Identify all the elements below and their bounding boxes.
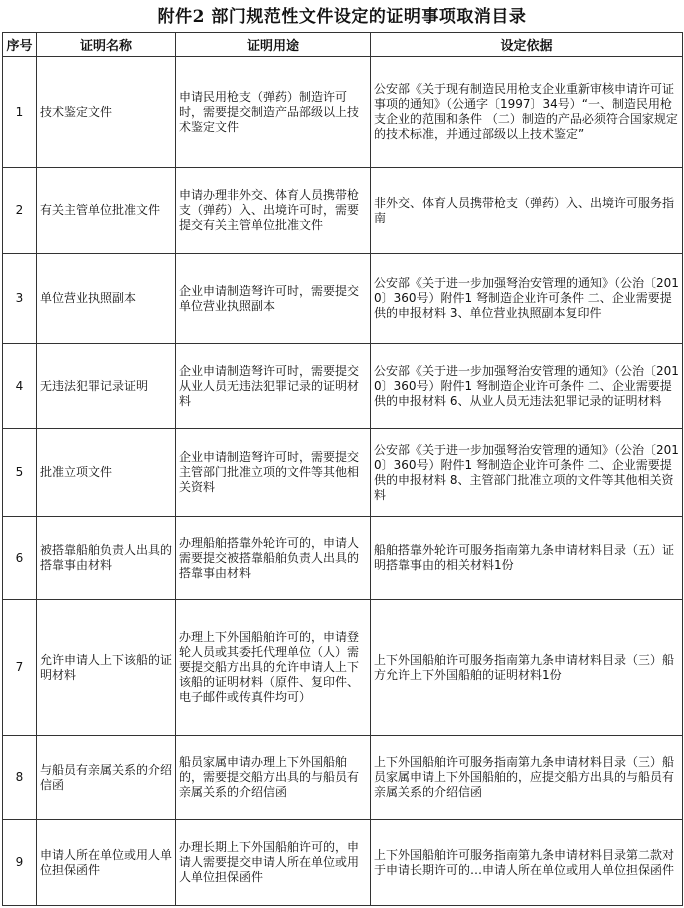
table-row xyxy=(3,57,683,168)
header-purpose: 证明用途 xyxy=(176,33,371,57)
row-name: 被搭靠船舶负责人出具的搭靠事由材料 xyxy=(37,517,176,600)
table-header-row xyxy=(3,33,683,57)
header-seq: 序号 xyxy=(3,33,37,57)
row-basis: 上下外国船舶许可服务指南第九条申请材料目录（三）船方允许上下外国船舶的证明材料1份 xyxy=(371,600,683,736)
row-purpose: 企业申请制造弩许可时，需要提交从业人员无违法犯罪记录的证明材料 xyxy=(176,344,371,429)
row-seq: 3 xyxy=(3,254,37,344)
row-name: 无违法犯罪记录证明 xyxy=(37,344,176,429)
row-name: 申请人所在单位或用人单位担保函件 xyxy=(37,820,176,906)
row-name: 有关主管单位批准文件 xyxy=(37,168,176,254)
table-row xyxy=(3,168,683,254)
row-basis: 非外交、体育人员携带枪支（弹药）入、出境许可服务指南 xyxy=(371,168,683,254)
table-row xyxy=(3,820,683,906)
row-basis: 上下外国船舶许可服务指南第九条申请材料目录第二款对于申请长期许可的…申请人所在单位或用人单位担保函件 xyxy=(371,820,683,906)
row-purpose: 企业申请制造弩许可时，需要提交主管部门批准立项的文件等其他相关资料 xyxy=(176,429,371,517)
row-purpose: 船员家属申请办理上下外国船舶的，需要提交船方出具的与船员有亲属关系的介绍信函 xyxy=(176,736,371,820)
row-basis: 公安部《关于进一步加强弩治安管理的通知》（公治〔2010〕360号）附件1 弩制造企业许可条件 二、企业需要提供的申报材料 8、主管部门批准立项的文件等其他相关资料 xyxy=(371,429,683,517)
row-purpose: 申请办理非外交、体育人员携带枪支（弹药）入、出境许可时，需要提交有关主管单位批准文件 xyxy=(176,168,371,254)
table-row xyxy=(3,254,683,344)
row-purpose: 办理上下外国船舶许可的，申请登轮人员或其委托代理单位（人）需要提交船方出具的允许申请人上下该船的证明材料（原件、复印件、电子邮件或传真件均可） xyxy=(176,600,371,736)
row-name: 批准立项文件 xyxy=(37,429,176,517)
row-name: 单位营业执照副本 xyxy=(37,254,176,344)
row-seq: 4 xyxy=(3,344,37,429)
row-seq: 9 xyxy=(3,820,37,906)
certificate-table xyxy=(2,32,683,906)
row-basis: 船舶搭靠外轮许可服务指南第九条申请材料目录（五）证明搭靠事由的相关材料1份 xyxy=(371,517,683,600)
header-name: 证明名称 xyxy=(37,33,176,57)
row-seq: 7 xyxy=(3,600,37,736)
page-title: 附件2 部门规范性文件设定的证明事项取消目录 xyxy=(157,7,527,27)
row-purpose: 办理船舶搭靠外轮许可的，申请人需要提交被搭靠船舶负责人出具的搭靠事由材料 xyxy=(176,517,371,600)
row-seq: 8 xyxy=(3,736,37,820)
row-name: 与船员有亲属关系的介绍信函 xyxy=(37,736,176,820)
row-basis: 上下外国船舶许可服务指南第九条申请材料目录（三）船员家属申请上下外国船舶的，应提交船方出具的与船员有亲属关系的介绍信函 xyxy=(371,736,683,820)
table-row xyxy=(3,344,683,429)
row-seq: 6 xyxy=(3,517,37,600)
header-basis: 设定依据 xyxy=(371,33,683,57)
table-row xyxy=(3,517,683,600)
row-name: 技术鉴定文件 xyxy=(37,57,176,168)
row-basis: 公安部《关于现有制造民用枪支企业重新审核申请许可证事项的通知》（公通字〔1997〕34号）“一、制造民用枪支企业的范围和条件 （二）制造的产品必须符合国家规定的技术标准，并通过部级以上技术鉴定” xyxy=(371,57,683,168)
row-basis: 公安部《关于进一步加强弩治安管理的通知》（公治〔2010〕360号）附件1 弩制造企业许可条件 二、企业需要提供的申报材料 3、单位营业执照副本复印件 xyxy=(371,254,683,344)
row-purpose: 办理长期上下外国船舶许可的，申请人需要提交申请人所在单位或用人单位担保函件 xyxy=(176,820,371,906)
table-row xyxy=(3,600,683,736)
table-row xyxy=(3,429,683,517)
row-basis: 公安部《关于进一步加强弩治安管理的通知》（公治〔2010〕360号）附件1 弩制造企业许可条件 二、企业需要提供的申报材料 6、从业人员无违法犯罪记录的证明材料 xyxy=(371,344,683,429)
row-purpose: 申请民用枪支（弹药）制造许可时，需要提交制造产品部级以上技术鉴定文件 xyxy=(176,57,371,168)
row-name: 允许申请人上下该船的证明材料 xyxy=(37,600,176,736)
row-seq: 1 xyxy=(3,57,37,168)
row-purpose: 企业申请制造弩许可时，需要提交单位营业执照副本 xyxy=(176,254,371,344)
row-seq: 5 xyxy=(3,429,37,517)
row-seq: 2 xyxy=(3,168,37,254)
table-row xyxy=(3,736,683,820)
